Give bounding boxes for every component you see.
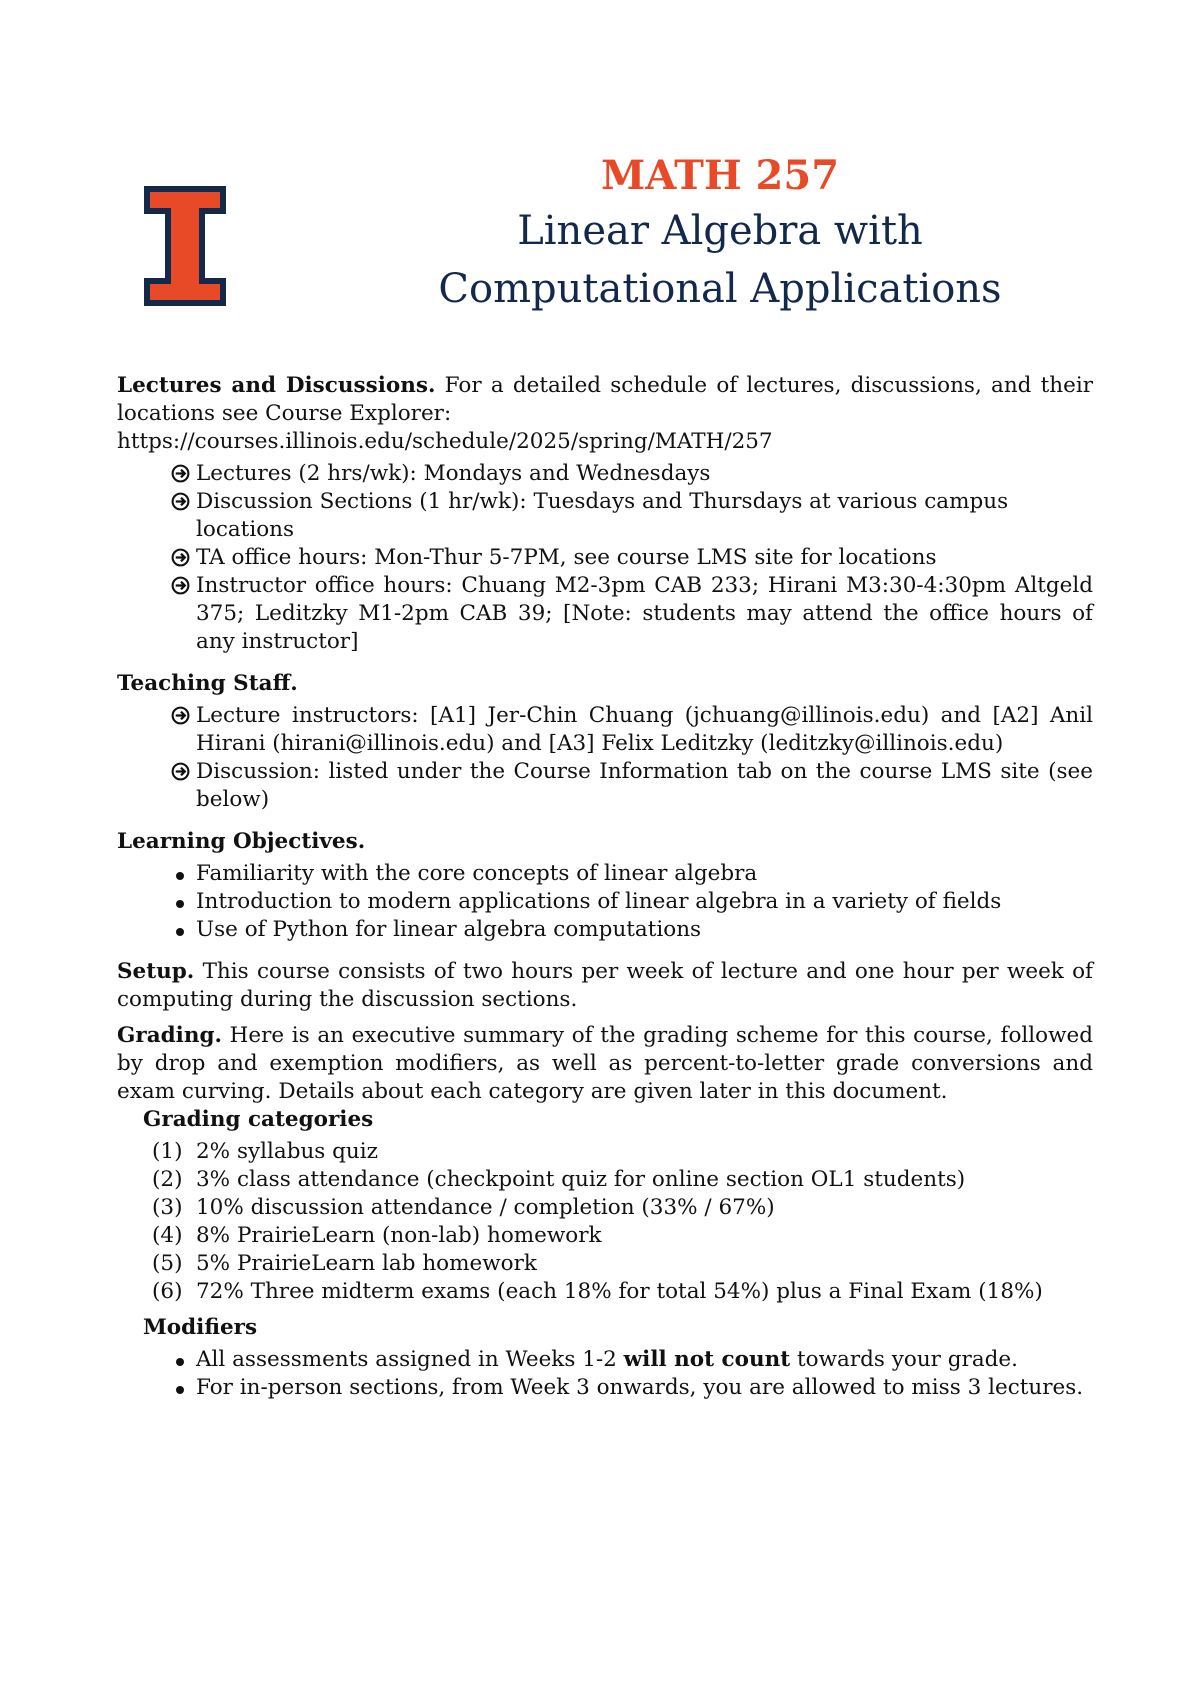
course-title-line-1: Linear Algebra with bbox=[517, 208, 923, 254]
circled-arrow-icon bbox=[171, 548, 190, 567]
grading-categories-heading: Grading categories bbox=[143, 1107, 374, 1132]
circled-arrow-icon bbox=[171, 706, 190, 725]
course-title-line-2: Computational Applications bbox=[438, 266, 1002, 312]
grading-paragraph: Grading. Here is an executive summary of the grading scheme for this course, followed by drop and exemption modifiers, as well as percent-to-letter grade conversions and exam curving. Details about each category are given later in this document. bbox=[117, 1023, 1093, 1104]
list-item: (3) 10% discussion attendance / completion (33% / 67%) bbox=[152, 1195, 775, 1220]
list-item: Introduction to modern applications of linear algebra in a variety of fields bbox=[117, 888, 1093, 916]
page-header bbox=[330, 150, 1110, 318]
staff-list bbox=[117, 702, 1093, 814]
list-item: Lecture instructors: [A1] Jer-Chin Chuang (jchuang@illinois.edu) and [A2] Anil Hirani (hirani@illinois.edu) and [A3] Felix Leditzky (leditzky@illinois.edu) bbox=[117, 702, 1093, 758]
list-item: All assessments assigned in Weeks 1-2 will not count towards your grade. bbox=[117, 1346, 1093, 1374]
grading-heading: Grading. bbox=[117, 1023, 222, 1048]
circled-arrow-icon bbox=[171, 576, 190, 595]
course-explorer-link[interactable]: https://courses.illinois.edu/schedule/2025/spring/MATH/257 bbox=[117, 429, 773, 454]
list-item: Use of Python for linear algebra computations bbox=[117, 916, 1093, 944]
list-item: Instructor office hours: Chuang M2-3pm CAB 233; Hirani M3:30-4:30pm Altgeld 375; Leditzky M1-2pm CAB 39; [Note: students may attend the office hours of any instructor] bbox=[117, 572, 1093, 656]
bullet-icon bbox=[176, 872, 184, 880]
list-item: Lectures (2 hrs/wk): Mondays and Wednesdays bbox=[117, 460, 1093, 488]
list-item: (1) 2% syllabus quiz bbox=[152, 1139, 378, 1164]
circled-arrow-icon bbox=[171, 762, 190, 781]
lectures-list bbox=[117, 460, 1093, 656]
list-item: Discussion: listed under the Course Information tab on the course LMS site (see below) bbox=[117, 758, 1093, 814]
list-item: For in-person sections, from Week 3 onwards, you are allowed to miss 3 lectures. bbox=[117, 1374, 1093, 1402]
lectures-intro-text: For a detailed schedule of lectures, discussions, and their locations see Course Explorer: bbox=[117, 373, 1093, 426]
lectures-heading: Lectures and Discussions. bbox=[117, 373, 436, 398]
illinois-block-i-logo bbox=[140, 182, 230, 310]
bullet-icon bbox=[176, 900, 184, 908]
staff-heading: Teaching Staff. bbox=[117, 671, 298, 696]
setup-heading: Setup. bbox=[117, 959, 195, 984]
list-item: (5) 5% PrairieLearn lab homework bbox=[152, 1251, 537, 1276]
list-item: (6) 72% Three midterm exams (each 18% for total 54%) plus a Final Exam (18%) bbox=[152, 1279, 1043, 1304]
list-item: (2) 3% class attendance (checkpoint quiz for online section OL1 students) bbox=[152, 1167, 966, 1192]
list-item: Familiarity with the core concepts of linear algebra bbox=[117, 860, 1093, 888]
list-item: Discussion Sections (1 hr/wk): Tuesdays and Thursdays at various campus locations bbox=[117, 488, 1093, 544]
list-item: TA office hours: Mon-Thur 5-7PM, see course LMS site for locations bbox=[117, 544, 1093, 572]
circled-arrow-icon bbox=[171, 464, 190, 483]
bullet-icon bbox=[176, 928, 184, 936]
setup-paragraph: Setup. This course consists of two hours per week of lecture and one hour per week of computing during the discussion sections. bbox=[117, 959, 1093, 1012]
lectures-intro bbox=[117, 372, 1093, 428]
bullet-icon bbox=[176, 1386, 184, 1394]
course-code: MATH 257 bbox=[600, 152, 840, 199]
modifiers-heading: Modifiers bbox=[143, 1315, 258, 1340]
list-item: (4) 8% PrairieLearn (non-lab) homework bbox=[152, 1223, 602, 1248]
grading-categories-list bbox=[117, 1138, 1093, 1306]
objectives-heading: Learning Objectives. bbox=[117, 829, 366, 854]
modifiers-list bbox=[117, 1346, 1093, 1402]
circled-arrow-icon bbox=[171, 492, 190, 511]
objectives-list bbox=[117, 860, 1093, 944]
bullet-icon bbox=[176, 1358, 184, 1366]
syllabus-body bbox=[117, 372, 1093, 1402]
